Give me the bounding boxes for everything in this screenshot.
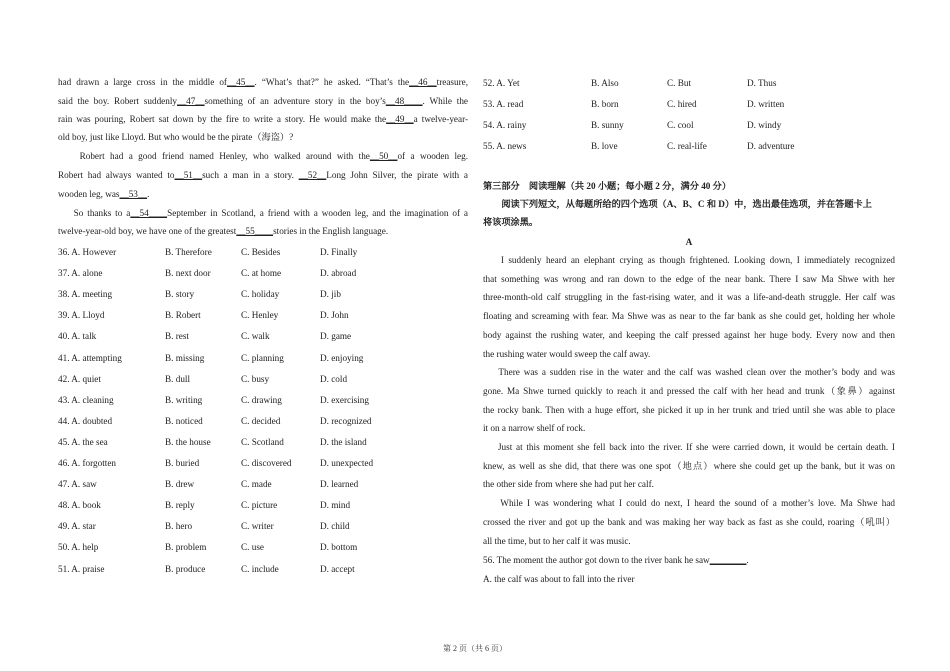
- passage-line: the rushing water would sweep the calf away.: [483, 348, 651, 359]
- option-choice: 40. A. talk: [58, 331, 97, 342]
- passage-line: I suddenly heard an elephant crying as though frightened. Looking down, I immediately recognized: [483, 255, 895, 265]
- passage-text: Robert had always wanted to: [58, 170, 175, 180]
- option-choice: C. decided: [241, 415, 281, 426]
- passage-line: [58, 188, 149, 200]
- passage-line: [58, 76, 468, 88]
- option-choice: C. at home: [241, 268, 282, 279]
- option-choice: C. use: [241, 542, 264, 553]
- passage-line: There was a sudden rise in the water and the calf was washed clean over the mother’s body and was: [483, 367, 895, 378]
- answer-blank: __54____: [130, 208, 168, 218]
- option-choice: C. planning: [241, 352, 284, 363]
- passage-line: [58, 95, 468, 107]
- option-choice: D. abroad: [320, 268, 357, 279]
- option-choice: D. game: [320, 331, 352, 342]
- option-choice: 48. A. book: [58, 500, 101, 511]
- option-choice: D. mind: [320, 500, 351, 511]
- option-choice: C. picture: [241, 500, 278, 511]
- option-choice: D. child: [320, 521, 350, 532]
- passage-line: [58, 207, 468, 219]
- passage-line: floating and screaming with fear. Ma Shwe was as near to the far bank as she could get, holding her whole: [483, 311, 895, 322]
- option-choice: D. jib: [320, 289, 341, 300]
- option-choice: C. holiday: [241, 289, 280, 300]
- option-choice: B. drew: [165, 479, 195, 490]
- option-choice: D. adventure: [747, 141, 795, 152]
- passage-text: said the boy. Robert suddenly: [58, 96, 177, 106]
- answer-blank: __50__: [369, 151, 398, 161]
- answer-blank: __53__: [119, 189, 148, 199]
- answer-blank: __47__: [176, 96, 205, 106]
- option-choice: B. missing: [165, 352, 205, 363]
- answer-blank: __55____: [236, 226, 274, 236]
- passage-line: it on a narrow shelf of rock.: [483, 423, 586, 434]
- option-choice: C. Scotland: [241, 436, 284, 447]
- passage-line: all the time, but to her calf it was music.: [483, 535, 631, 546]
- option-choice: D. Thus: [747, 78, 777, 88]
- answer-blank: __46__: [409, 77, 437, 87]
- passage-line: gone. Ma Shwe turned quickly to reach it and pressed the calf with her head and trunk（象鼻）against: [483, 385, 895, 396]
- option-choice: 45. A. the sea: [58, 436, 108, 447]
- passage-line: [58, 131, 293, 143]
- option-choice: 41. A. attempting: [58, 352, 122, 363]
- option-choice: 52. A. Yet: [483, 78, 520, 88]
- option-choice: D. exercising: [320, 394, 369, 405]
- option-choice: D. accept: [320, 563, 355, 574]
- answer-blank: __52__: [298, 170, 327, 180]
- option-choice: 51. A. praise: [58, 563, 105, 574]
- option-choice: B. rest: [165, 331, 189, 342]
- option-choice: B. buried: [165, 458, 200, 468]
- passage-text: rain was pouring, Robert sat down by the fire to write a story. He would make the: [58, 114, 387, 124]
- option-choice: B. dull: [165, 373, 191, 384]
- answer-blank: __45__: [226, 77, 255, 87]
- answer-blank: __49__: [386, 114, 414, 124]
- option-choice: 49. A. star: [58, 521, 96, 532]
- instruction-line-2: 将该项涂黑。: [483, 217, 539, 227]
- option-choice: 43. A. cleaning: [58, 394, 114, 405]
- passage-line: [58, 113, 468, 125]
- option-choice: B. sunny: [591, 120, 624, 131]
- option-choice: B. problem: [165, 542, 207, 553]
- option-choice: 44. A. doubted: [58, 415, 113, 426]
- question-56-option-a: A. the calf was about to fall into the river: [483, 574, 635, 584]
- passage-text: So thanks to a: [58, 208, 131, 218]
- option-choice: D. the island: [320, 436, 367, 447]
- option-choice: C. busy: [241, 373, 270, 384]
- instruction-line-1: 阅读下列短文，从每题所给的四个选项（A、B、C 和 D）中，选出最佳选项，并在答题卡上: [483, 199, 872, 209]
- option-choice: C. walk: [241, 331, 270, 342]
- passage-line: crossed the river and got up the bank and was making her way back as fast as she could, roaring（吼叫）: [483, 516, 895, 527]
- passage-line: the other side from where she had put her calf.: [483, 479, 654, 490]
- passage-text: something of an adventure story in the boy’s: [204, 96, 386, 106]
- question-56-blank: ________: [709, 555, 747, 565]
- option-choice: D. cold: [320, 373, 348, 384]
- passage-text: Robert had a good friend named Henley, who walked around with the: [58, 151, 370, 161]
- option-choice: 36. A. However: [58, 247, 117, 257]
- option-choice: 54. A. rainy: [483, 120, 527, 131]
- option-choice: C. writer: [241, 521, 274, 532]
- section-heading: 第三部分 阅读理解（共 20 小题；每小题 2 分，满分 40 分）: [483, 181, 732, 191]
- option-choice: B. produce: [165, 563, 206, 574]
- passage-line: [58, 150, 468, 162]
- option-choice: B. hero: [165, 521, 193, 532]
- passage-line: the rocky bank. Then with a huge effort, she picked it up in her trunk and tried until she was able to place: [483, 404, 895, 415]
- option-choice: 46. A. forgotten: [58, 458, 117, 468]
- option-choice: C. include: [241, 563, 279, 574]
- passage-line: [58, 225, 388, 237]
- passage-text: Long John Silver, the pirate with a: [326, 170, 468, 180]
- passage-text: stories in the English language.: [273, 226, 389, 236]
- option-choice: C. cool: [667, 120, 694, 131]
- option-choice: 42. A. quiet: [58, 373, 101, 384]
- option-choice: C. But: [667, 78, 691, 88]
- option-choice: B. next door: [165, 268, 211, 279]
- option-choice: D. enjoying: [320, 352, 364, 363]
- option-choice: B. story: [165, 289, 195, 300]
- option-choice: 53. A. read: [483, 99, 524, 110]
- passage-text: September in Scotland, a friend with a wooden leg, and the imagination of a: [167, 208, 468, 218]
- question-56-period: .: [746, 555, 749, 565]
- option-choice: D. Finally: [320, 247, 358, 257]
- option-choice: B. born: [591, 99, 619, 110]
- option-choice: 39. A. Lloyd: [58, 310, 105, 321]
- passage-text: twelve-year-old boy, we have one of the greatest: [58, 226, 237, 236]
- passage-text: treasure,: [436, 77, 469, 87]
- passage-line: three-month-old calf struggling in the fast-rising water, and it was a life-and-death struggle. Her calf was: [483, 292, 895, 303]
- option-choice: D. unexpected: [320, 458, 374, 468]
- passage-text: .: [147, 189, 150, 199]
- option-choice: B. the house: [165, 436, 211, 447]
- passage-line: While I was wondering what I could do next, I heard the sound of a mother’s love. Ma Shwe had: [483, 498, 895, 509]
- option-choice: C. Besides: [241, 247, 281, 257]
- passage-line: that something was wrong and ran down to the edge of the near bank. There I saw Ma Shwe with her: [483, 273, 895, 284]
- passage-line: Just at this moment she fell back into the river. If she were carried down, it would be certain death. I: [483, 442, 895, 452]
- option-choice: D. bottom: [320, 542, 358, 553]
- passage-text: such a man in a story.: [202, 170, 299, 180]
- option-choice: 55. A. news: [483, 141, 527, 152]
- passage-text: . While the: [422, 96, 468, 106]
- question-56: [483, 554, 749, 566]
- option-choice: B. love: [591, 141, 618, 152]
- passage-text: wooden leg, was: [58, 189, 120, 199]
- option-choice: D. learned: [320, 479, 359, 490]
- option-choice: C. discovered: [241, 458, 292, 468]
- option-choice: B. noticed: [165, 415, 203, 426]
- option-choice: B. Also: [591, 78, 619, 88]
- option-choice: 37. A. alone: [58, 268, 103, 279]
- passage-line: knew, as well as she did, that there was one spot（地点）where she could get up the bank, but it was on: [483, 460, 895, 471]
- option-choice: B. Therefore: [165, 247, 212, 257]
- option-choice: C. drawing: [241, 394, 282, 405]
- option-choice: B. writing: [165, 394, 203, 405]
- option-choice: B. Robert: [165, 310, 201, 321]
- answer-blank: __48____: [385, 96, 423, 106]
- option-choice: C. made: [241, 479, 272, 490]
- option-choice: C. hired: [667, 99, 697, 110]
- passage-text: had drawn a large cross in the middle of: [58, 77, 227, 87]
- option-choice: D. John: [320, 310, 349, 321]
- option-choice: 38. A. meeting: [58, 289, 113, 300]
- passage-text: old boy, just like Lloyd. But who would be the pirate（海盗）?: [58, 132, 294, 142]
- passage-text: . “What’s that?” he asked. “That’s the: [254, 77, 410, 87]
- option-choice: D. recognized: [320, 415, 372, 426]
- option-choice: 50. A. help: [58, 542, 99, 553]
- passage-line: [58, 169, 468, 181]
- option-choice: C. real-life: [667, 141, 707, 152]
- answer-blank: __51__: [174, 170, 203, 180]
- question-56-text: 56. The moment the author got down to the river bank he saw: [483, 555, 710, 565]
- option-choice: C. Henley: [241, 310, 279, 321]
- page-footer: 第 2 页（共 6 页）: [443, 644, 507, 653]
- passage-text: a twelve-year-: [413, 114, 469, 124]
- option-choice: 47. A. saw: [58, 479, 97, 490]
- option-choice: D. windy: [747, 120, 782, 131]
- passage-title: A: [685, 237, 693, 247]
- passage-text: of a wooden leg.: [397, 151, 468, 161]
- passage-line: body against the rushing water, and keeping the calf pressed against her huge body. Every now and then: [483, 329, 895, 340]
- option-choice: D. written: [747, 99, 785, 110]
- option-choice: B. reply: [165, 500, 195, 511]
